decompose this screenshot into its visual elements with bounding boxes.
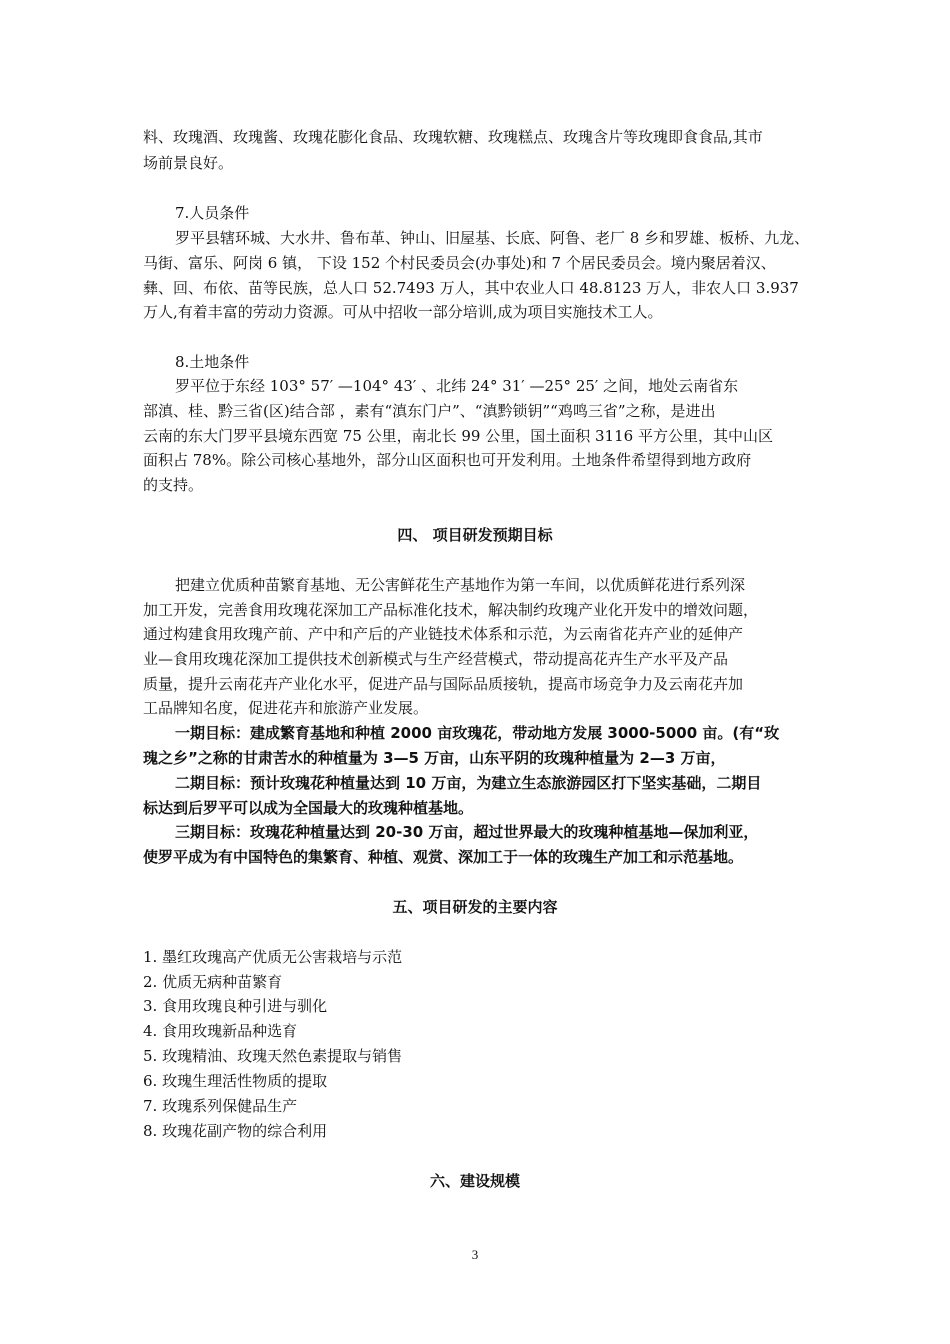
section-7-line: 万人,有着丰富的劳动力资源。可从中招收一部分培训,成为项目实施技术工人。 [143, 303, 663, 321]
goal-paragraph-line: 业—食用玫瑰花深加工提供技术创新模式与生产经营模式，带动提高花卉生产水平及产品 [143, 650, 729, 668]
section-8-line: 罗平位于东经 103° 57′ —104° 43′ 、北纬 24° 31′ —25° 25′ 之间，地处云南省东 [175, 377, 739, 395]
list-item: 3. 食用玫瑰良种引进与驯化 [143, 997, 328, 1015]
section-heading-4: 四、 项目研发预期目标 [397, 526, 553, 544]
list-item: 1. 墨红玫瑰高产优质无公害栽培与示范 [143, 948, 403, 966]
section-7-title: 7.人员条件 [175, 204, 250, 222]
intro-line: 料、玫瑰酒、玫瑰酱、玫瑰花膨化食品、玫瑰软糖、玫瑰糕点、玫瑰含片等玫瑰即食食品,其市 [143, 128, 763, 146]
goal-paragraph-line: 通过构建食用玫瑰产前、产中和产后的产业链技术体系和示范，为云南省花卉产业的延伸产 [143, 625, 744, 643]
list-item: 2. 优质无病种苗繁育 [143, 973, 283, 991]
goal-phase-line: 标达到后罗平可以成为全国最大的玫瑰种植基地。 [143, 799, 474, 817]
goal-phase-line: 三期目标：玫瑰花种植量达到 20-30 万亩，超过世界最大的玫瑰种植基地—保加利亚， [175, 823, 759, 841]
goal-phase-line: 一期目标：建成繁育基地和种植 2000 亩玫瑰花，带动地方发展 3000-5000 亩。(有“玫 [175, 724, 780, 742]
list-item: 5. 玫瑰精油、玫瑰天然色素提取与销售 [143, 1047, 403, 1065]
list-item: 7. 玫瑰系列保健品生产 [143, 1097, 298, 1115]
section-8-line: 部滇、桂、黔三省(区)结合部 ，素有“滇东门户”、“滇黔锁钥”“鸡鸣三省”之称，是进出 [143, 402, 716, 420]
goal-phase-line: 瑰之乡”之称的甘肃苦水的种植量为 3—5 万亩，山东平阴的玫瑰种植量为 2—3 万亩， [143, 749, 726, 767]
section-7-line: 彝、回、布依、苗等民族，总人口 52.7493 万人，其中农业人口 48.8123 万人，非农人口 3.937 [143, 279, 799, 297]
section-7-line: 罗平县辖环城、大水井、鲁布革、钟山、旧屋基、长底、阿鲁、老厂 8 乡和罗雄、板桥、九龙、 [175, 229, 810, 247]
goal-paragraph-line: 质量，提升云南花卉产业化水平，促进产品与国际品质接轨，提高市场竞争力及云南花卉加 [143, 675, 744, 693]
intro-line: 场前景良好。 [143, 154, 234, 172]
section-8-line: 云南的东大门罗平县境东西宽 75 公里，南北长 99 公里，国土面积 3116 平方公里，其中山区 [143, 427, 773, 445]
section-heading-6: 六、建设规模 [429, 1172, 520, 1190]
goal-paragraph-line: 加工开发，完善食用玫瑰花深加工产品标准化技术，解决制约玫瑰产业化开发中的增效问题， [143, 601, 759, 619]
section-8-title: 8.土地条件 [175, 353, 250, 371]
goal-phase-line: 使罗平成为有中国特色的集繁育、种植、观赏、深加工于一体的玫瑰生产加工和示范基地。 [143, 848, 744, 866]
section-8-line: 的支持。 [143, 476, 204, 494]
goal-paragraph-line: 工品牌知名度，促进花卉和旅游产业发展。 [143, 699, 429, 717]
section-7-line: 马街、富乐、阿岗 6 镇， 下设 152 个村民委员会(办事处)和 7 个居民委员会。境内聚居着汉、 [143, 254, 776, 272]
goal-paragraph-line: 把建立优质种苗繁育基地、无公害鲜花生产基地作为第一车间，以优质鲜花进行系列深 [175, 576, 746, 594]
page-number: 3 [471, 1247, 479, 1262]
section-heading-5: 五、项目研发的主要内容 [392, 898, 558, 916]
list-item: 4. 食用玫瑰新品种选育 [143, 1022, 298, 1040]
list-item: 6. 玫瑰生理活性物质的提取 [143, 1072, 328, 1090]
section-8-line: 面积占 78%。除公司核心基地外，部分山区面积也可开发利用。土地条件希望得到地方政府 [143, 451, 752, 469]
list-item: 8. 玫瑰花副产物的综合利用 [143, 1122, 328, 1140]
goal-phase-line: 二期目标：预计玫瑰花种植量达到 10 万亩，为建立生态旅游园区打下坚实基础，二期目 [175, 774, 762, 792]
